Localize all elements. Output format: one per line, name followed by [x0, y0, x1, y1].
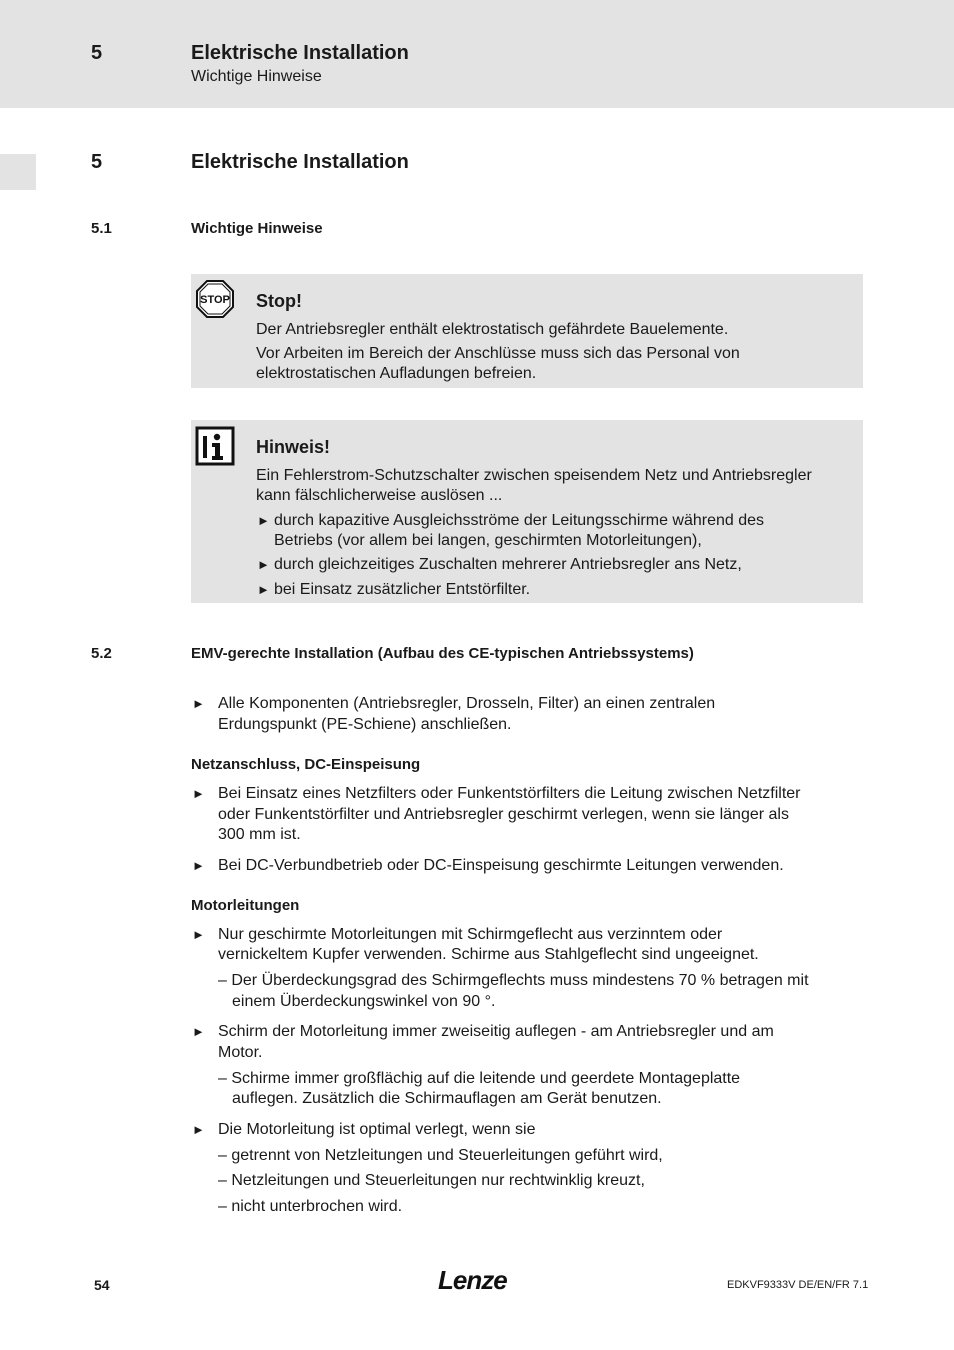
section-number: 5: [91, 151, 103, 173]
bullet-arrow-icon: ►: [192, 786, 205, 801]
bullet-arrow-icon: ►: [192, 1024, 205, 1039]
info-icon: [195, 426, 235, 466]
motor-d3: – getrennt von Netzleitungen und Steuerleitungen geführt wird,: [218, 1147, 663, 1164]
stop-line-2a: Vor Arbeiten im Bereich der Anschlüsse muss sich das Personal von: [256, 345, 740, 362]
motor-d5: – nicht unterbrochen wird.: [218, 1198, 403, 1215]
subsection-title-5-1: Wichtige Hinweise: [191, 220, 323, 237]
bullet-arrow-icon: ►: [257, 513, 270, 528]
subsection-number-5-1: 5.1: [91, 220, 112, 237]
bullet-arrow-icon: ►: [257, 557, 270, 572]
subsection-number-5-2: 5.2: [91, 645, 112, 662]
bullet-arrow-icon: ►: [257, 582, 270, 597]
motor-b2-a: Schirm der Motorleitung immer zweiseitig auflegen - am Antriebsregler und am: [218, 1023, 774, 1040]
hint-item-1a: durch kapazitive Ausgleichsströme der Leitungsschirme während des: [274, 512, 765, 529]
netz-b1-b: oder Funkentstörfilter und Antriebsregler geschirmt verlegen, wenn sie länger als: [218, 806, 789, 823]
motor-d1-b: einem Überdeckungswinkel von 90 °.: [232, 993, 496, 1010]
hint-item-1b: Betriebs (vor allem bei langen, geschirmten Motorleitungen),: [274, 532, 702, 549]
motor-b3: Die Motorleitung ist optimal verlegt, wenn sie: [218, 1121, 536, 1138]
netz-heading: Netzanschluss, DC-Einspeisung: [191, 756, 421, 773]
general-bullet-a: Alle Komponenten (Antriebsregler, Drosseln, Filter) an einen zentralen: [218, 695, 716, 712]
bullet-arrow-icon: ►: [192, 1122, 205, 1137]
netz-b1-a: Bei Einsatz eines Netzfilters oder Funkentstörfilters die Leitung zwischen Netzfilter: [218, 785, 801, 802]
motor-d2-a: – Schirme immer großflächig auf die leitende und geerdete Montageplatte: [218, 1070, 741, 1087]
motor-b2-b: Motor.: [218, 1044, 263, 1061]
general-bullet-b: Erdungspunkt (PE-Schiene) anschließen.: [218, 716, 512, 733]
lenze-logo: Lenze: [438, 1265, 507, 1295]
stop-box: [191, 274, 863, 388]
hint-heading: Hinweis!: [256, 437, 331, 457]
hint-intro-b: kann fälschlicherweise auslösen ...: [256, 487, 503, 504]
motor-b1-b: vernickeltem Kupfer verwenden. Schirme aus Stahlgeflecht sind ungeeignet.: [218, 946, 759, 963]
hint-intro-a: Ein Fehlerstrom-Schutzschalter zwischen speisendem Netz und Antriebsregler: [256, 467, 812, 484]
stop-heading: Stop!: [256, 291, 302, 311]
motor-heading: Motorleitungen: [191, 897, 300, 914]
hint-item-2: durch gleichzeitiges Zuschalten mehrerer Antriebsregler ans Netz,: [274, 556, 742, 573]
section-title: Elektrische Installation: [191, 151, 409, 173]
subsection-title-5-2: EMV-gerechte Installation (Aufbau des CE-typischen Antriebssystems): [191, 645, 694, 662]
netz-b1-c: 300 mm ist.: [218, 826, 301, 843]
hint-box: [191, 420, 863, 603]
header-chapter-title: Elektrische Installation: [191, 42, 409, 64]
netz-b2: Bei DC-Verbundbetrieb oder DC-Einspeisung geschirmte Leitungen verwenden.: [218, 857, 784, 874]
bullet-arrow-icon: ►: [192, 858, 205, 873]
doc-identifier: EDKVF9333V DE/EN/FR 7.1: [727, 1279, 869, 1291]
motor-d4: – Netzleitungen und Steuerleitungen nur rechtwinklig kreuzt,: [218, 1172, 645, 1189]
stop-line-2b: elektrostatischen Aufladungen befreien.: [256, 365, 537, 382]
bullet-arrow-icon: ►: [192, 696, 205, 711]
header-chapter-number: 5: [91, 42, 103, 64]
stop-icon-text: STOP: [200, 294, 230, 306]
bullet-arrow-icon: ►: [192, 927, 205, 942]
hint-item-3: bei Einsatz zusätzlicher Entstörfilter.: [274, 581, 531, 598]
motor-d1-a: – Der Überdeckungsgrad des Schirmgeflechts muss mindestens 70 % betragen mit: [218, 972, 809, 989]
page-number: 54: [94, 1277, 110, 1293]
header-band: [0, 0, 954, 108]
stop-line-1: Der Antriebsregler enthält elektrostatisch gefährdete Bauelemente.: [256, 321, 729, 338]
motor-b1-a: Nur geschirmte Motorleitungen mit Schirmgeflecht aus verzinntem oder: [218, 926, 723, 943]
side-tab-marker: [0, 154, 36, 190]
header-subtitle: Wichtige Hinweise: [191, 68, 322, 85]
stop-icon: [195, 279, 235, 319]
motor-d2-b: auflegen. Zusätzlich die Schirmauflagen am Gerät benutzen.: [232, 1090, 662, 1107]
